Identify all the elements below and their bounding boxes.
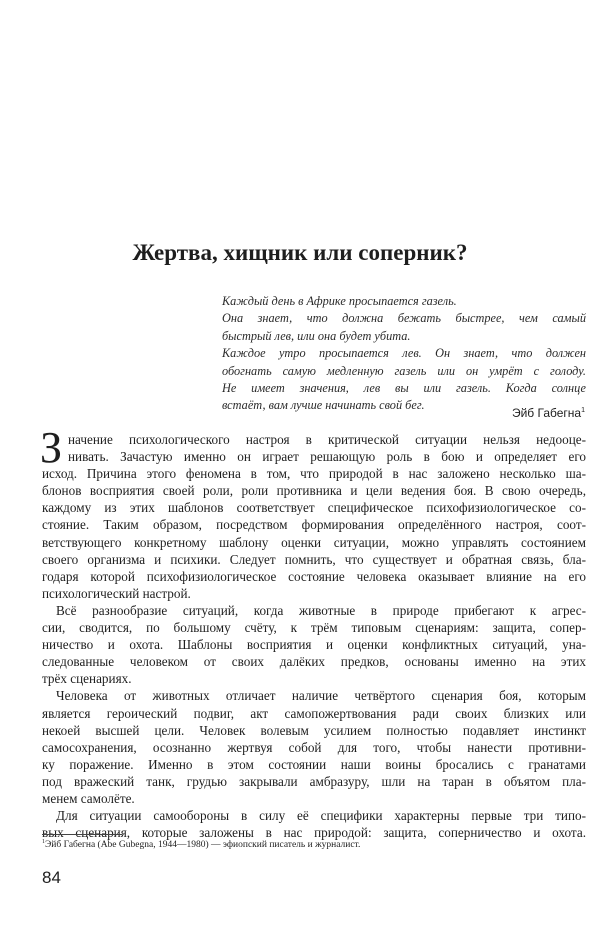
epigraph-line: Каждое утро просыпается лев. Он знает, что должен: [222, 346, 586, 361]
text-line: вых сценария, которые заложены в нас природой: защита, соперничество и охота.: [42, 825, 586, 841]
text-line: самосохранения, осознанно жертвуя собой для того, чтобы нанести противни-: [42, 739, 586, 755]
epigraph-line: Не имеет значения, лев вы или газель. Когда солнце: [222, 381, 586, 396]
text-line: ветствующего конкретному шаблону оценки ситуации, можно управлять состоянием: [42, 534, 586, 550]
body-text: [42, 431, 586, 841]
text-line: является героический подвиг, акт самопожертвования ради своих близких или: [42, 705, 586, 721]
text-line: менем самолёте.: [42, 790, 135, 806]
text-line: начение психологического настроя в критической ситуации нельзя недооце-: [68, 432, 586, 447]
text-line: под вражеский танк, грудью закрывали амбразуру, шли на таран в объятом пла-: [42, 773, 586, 789]
text-line: ку поражение. Именно в этом состоянии наши воины бросались с гранатами: [42, 756, 586, 772]
epigraph-line: Каждый день в Африке просыпается газель.: [222, 294, 457, 308]
chapter-title: Жертва, хищник или соперник?: [132, 240, 468, 265]
text-line: ничество и охота. Шаблоны восприятия и оценки конфликтных ситуаций, уна-: [42, 637, 586, 653]
epigraph: [222, 293, 586, 415]
text-line: своего организма и психики. Следует помнить, что существует и обратная связь, бла-: [42, 551, 586, 567]
footnote-text: Эйб Габегна (Abe Gubegna, 1944—1980) — эфиопский писатель и журналист.: [45, 840, 361, 851]
footnote: [42, 839, 360, 850]
epigraph-line: встаёт, вам лучше начинать свой бег.: [222, 398, 425, 413]
footnote-ref[interactable]: 1: [581, 407, 585, 414]
text-line: блонов восприятия своей роли, роли противника и цели ведения боя. В свою очередь,: [42, 483, 586, 499]
text-line: следованные человеком от своих далёких предков, основаны именно на этих: [42, 654, 586, 670]
epigraph-author: [512, 406, 585, 420]
text-line: стояние. Таким образом, посредством формирования определённого настроя, соот-: [42, 517, 586, 533]
drop-cap: З: [40, 423, 63, 472]
text-line: исход. Причина этого феномена в том, что природой в нас заложено несколько ша-: [42, 466, 586, 482]
text-line: годаря которой психофизиологическое состояние человека оказывает влияние на его: [42, 568, 586, 584]
author-name: Эйб Габегна: [511, 406, 582, 420]
text-line: нивать. Зачастую именно он играет решающую роль в бою и определяет его: [68, 449, 586, 465]
epigraph-line: Она знает, что должна бежать быстрее, чем самый: [222, 311, 586, 326]
epigraph-line: обогнать самую медленную газель или он умрёт с голоду.: [222, 363, 586, 378]
page-number: 84: [42, 868, 61, 887]
text-line: психологический настрой.: [42, 585, 191, 601]
text-line: каждому из этих шаблонов соответствует специфическое психофизиологическое со-: [42, 500, 586, 516]
footnote-divider: [42, 834, 122, 835]
text-line: Человека от животных отличает наличие четвёртого сценария боя, которым: [56, 688, 586, 704]
text-line: Для ситуации самообороны в силу её специфики характерны первые три типо-: [56, 808, 586, 824]
text-line: трёх сценариях.: [42, 671, 132, 687]
epigraph-line: быстрый лев, или она будет убита.: [222, 328, 411, 343]
text-line: сии, сводится, по большому счёту, к трём типовым сценариям: защита, сопер-: [42, 620, 586, 636]
text-line: некоей высшей цели. Человек волевым усилием полностью подавляет инстинкт: [42, 722, 586, 738]
text-line: Всё разнообразие ситуаций, когда животные в природе прибегают к агрес-: [56, 602, 586, 618]
footnote-mark: 1: [42, 839, 45, 845]
